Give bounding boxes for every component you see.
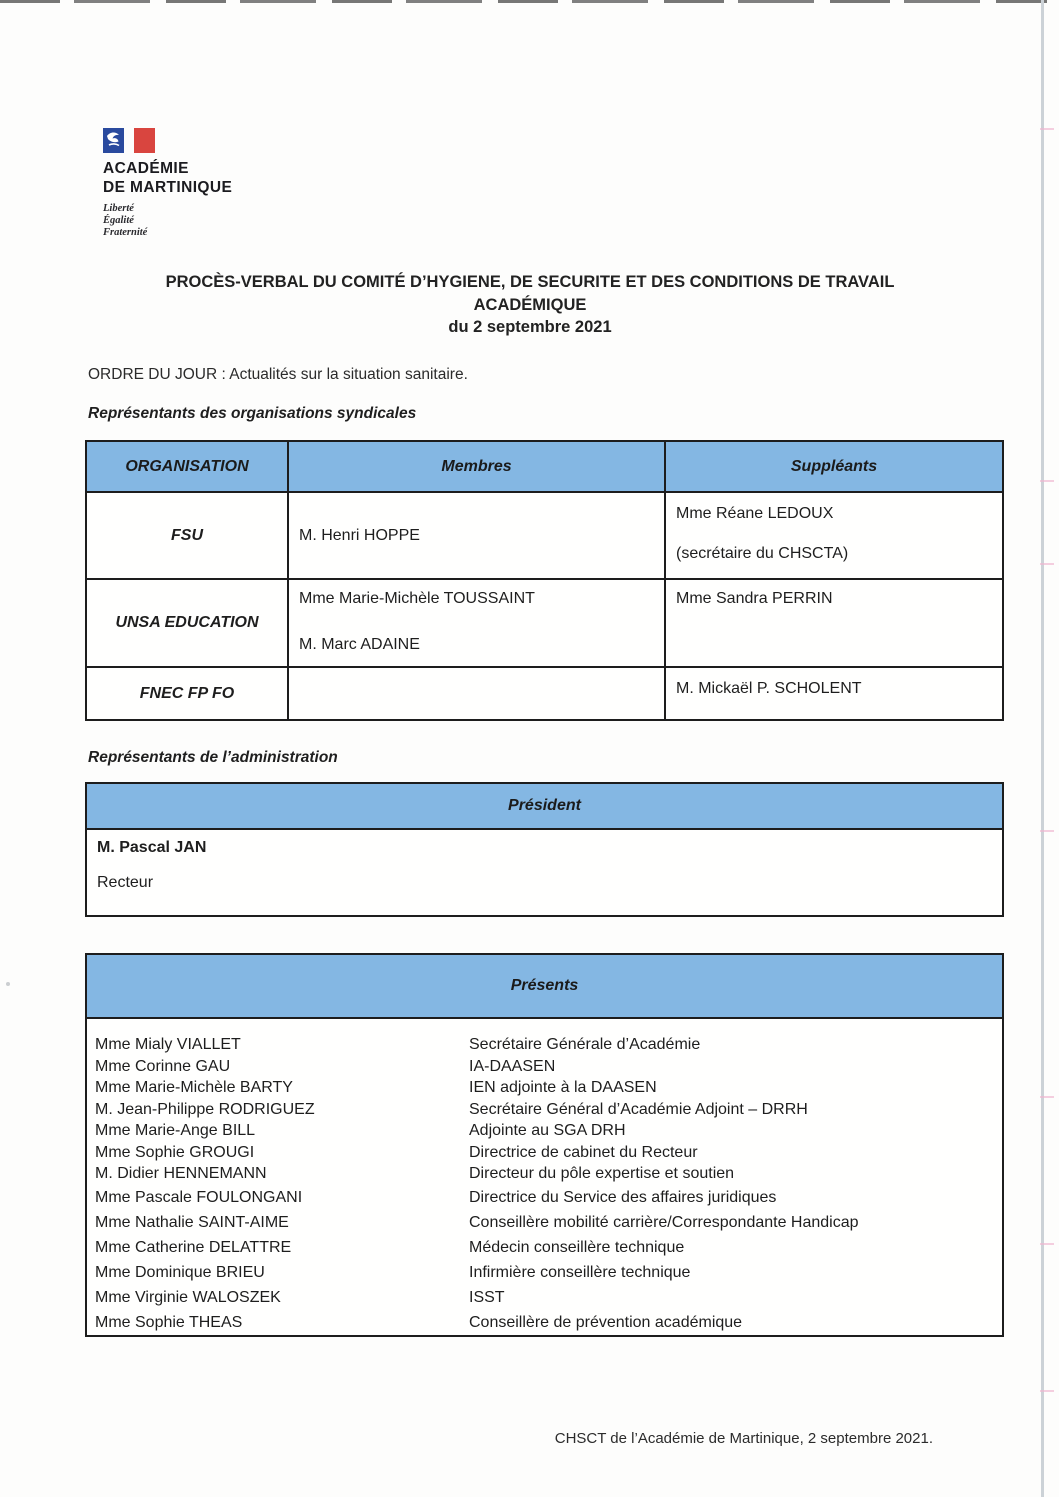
attendee-name: Mme Sophie GROUGI xyxy=(95,1143,255,1161)
heading-organisations-syndicales: Représentants des organisations syndicales xyxy=(88,405,417,422)
list-item xyxy=(87,1077,1002,1099)
list-item xyxy=(87,1260,1002,1285)
attendee-name: Mme Virginie WALOSZEK xyxy=(95,1288,281,1306)
list-item xyxy=(87,1235,1002,1260)
scan-dot-artifact xyxy=(6,982,10,986)
title-line1: PROCÈS-VERBAL DU COMITÉ D’HYGIENE, DE SECURITE ET DES CONDITIONS DE TRAVAIL xyxy=(165,273,895,291)
attendee-title: Directrice de cabinet du Recteur xyxy=(469,1143,698,1161)
member-name: M. Marc ADAINE xyxy=(299,636,420,653)
suppleants-cell xyxy=(665,579,1003,667)
scan-tick-artifact xyxy=(1040,128,1054,130)
document-title xyxy=(40,271,1020,339)
academy-name xyxy=(103,159,232,197)
president-cell xyxy=(86,829,1003,916)
academy-name-line1: ACADÉMIE xyxy=(103,160,189,177)
page-footer: CHSCT de l’Académie de Martinique, 2 septembre 2021. xyxy=(554,1430,933,1447)
suppleant-note: (secrétaire du CHSCTA) xyxy=(676,545,849,562)
attendee-title: ISST xyxy=(469,1288,505,1306)
attendee-name: Mme Pascale FOULONGANI xyxy=(95,1188,303,1206)
scan-tick-artifact xyxy=(1040,1243,1054,1245)
academy-name-line2: DE MARTINIQUE xyxy=(103,179,233,196)
attendee-title: Conseillère mobilité carrière/Correspondante Handicap xyxy=(469,1213,859,1231)
scan-tick-artifact xyxy=(1040,480,1054,482)
attendee-name: M. Didier HENNEMANN xyxy=(95,1165,267,1182)
attendee-list xyxy=(87,1019,1002,1335)
column-header-membres: Membres xyxy=(288,441,665,492)
presents-table-header-row xyxy=(86,954,1003,1018)
list-item xyxy=(87,1142,1002,1164)
attendee-title: Adjointe au SGA DRH xyxy=(469,1122,626,1139)
president-table xyxy=(85,782,1004,917)
membres-cell-empty xyxy=(288,667,665,720)
academy-logo xyxy=(103,127,232,239)
attendee-name: Mme Mialy VIALLET xyxy=(95,1036,241,1053)
table-row xyxy=(86,829,1003,916)
membres-cell xyxy=(288,492,665,579)
list-item xyxy=(87,1056,1002,1078)
attendee-title: Médecin conseillère technique xyxy=(469,1238,685,1256)
heading-administration: Représentants de l’administration xyxy=(88,749,338,766)
president-name: M. Pascal JAN xyxy=(97,839,207,856)
attendee-title: IEN adjointe à la DAASEN xyxy=(469,1079,657,1096)
president-role: Recteur xyxy=(97,874,154,891)
attendee-title: Directrice du Service des affaires juridiques xyxy=(469,1188,777,1206)
agenda-line: ORDRE DU JOUR : Actualités sur la situation sanitaire. xyxy=(88,366,468,383)
list-item xyxy=(87,1210,1002,1235)
organisations-table-header-row xyxy=(86,441,1003,492)
attendee-title: Conseillère de prévention académique xyxy=(469,1313,743,1331)
member-name: Mme Marie-Michèle TOUSSAINT xyxy=(299,590,535,607)
organisation-cell: FNEC FP FO xyxy=(86,667,288,720)
column-header-president: Président xyxy=(86,783,1003,829)
attendee-name: Mme Catherine DELATTRE xyxy=(95,1238,292,1256)
motto-egalite: Égalité xyxy=(103,215,134,226)
attendee-name: Mme Nathalie SAINT-AIME xyxy=(95,1213,289,1231)
attendee-title: Infirmière conseillère technique xyxy=(469,1263,691,1281)
list-item xyxy=(87,1285,1002,1310)
scan-tick-artifact xyxy=(1040,1390,1054,1392)
suppleants-cell xyxy=(665,667,1003,720)
organisation-cell: UNSA EDUCATION xyxy=(86,579,288,667)
list-item xyxy=(87,1163,1002,1185)
suppleants-cell xyxy=(665,492,1003,579)
presents-table xyxy=(85,953,1004,1337)
list-item xyxy=(87,1034,1002,1056)
motto-liberte: Liberté xyxy=(103,203,134,214)
membres-cell xyxy=(288,579,665,667)
attendee-title: Directeur du pôle expertise et soutien xyxy=(469,1165,735,1182)
scan-edge-artifact xyxy=(0,0,1047,3)
column-header-organisation: ORGANISATION xyxy=(86,441,288,492)
attendee-name: Mme Corinne GAU xyxy=(95,1057,231,1075)
title-line2: ACADÉMIQUE xyxy=(473,295,587,314)
attendee-title: Secrétaire Générale d’Académie xyxy=(469,1036,701,1053)
list-item xyxy=(87,1310,1002,1335)
list-item xyxy=(87,1185,1002,1210)
suppleant-name: Mme Réane LEDOUX xyxy=(676,505,834,522)
column-header-suppleants: Suppléants xyxy=(665,441,1003,492)
attendee-name: Mme Sophie THEAS xyxy=(95,1313,243,1331)
list-item xyxy=(87,1120,1002,1142)
attendee-name: Mme Dominique BRIEU xyxy=(95,1263,265,1281)
scan-tick-artifact xyxy=(1040,563,1054,565)
table-row xyxy=(86,579,1003,667)
organisations-table xyxy=(85,440,1004,721)
french-flag-icon xyxy=(103,127,159,155)
attendee-name: Mme Marie-Michèle BARTY xyxy=(95,1079,293,1096)
member-name: M. Henri HOPPE xyxy=(299,526,420,544)
title-line3: du 2 septembre 2021 xyxy=(448,318,612,336)
table-row xyxy=(86,492,1003,579)
suppleant-name: M. Mickaël P. SCHOLENT xyxy=(676,680,862,697)
column-header-presents: Présents xyxy=(86,954,1003,1018)
attendee-name: Mme Marie-Ange BILL xyxy=(95,1122,256,1139)
table-row xyxy=(86,667,1003,720)
presents-cell xyxy=(86,1018,1003,1336)
attendee-title: Secrétaire Général d’Académie Adjoint – DRRH xyxy=(469,1100,808,1118)
suppleant-name: Mme Sandra PERRIN xyxy=(676,590,833,607)
organisation-cell: FSU xyxy=(86,492,288,579)
republic-motto xyxy=(103,203,232,239)
motto-fraternite: Fraternité xyxy=(103,227,148,238)
scan-tick-artifact xyxy=(1040,830,1054,832)
scan-line-artifact xyxy=(1041,0,1044,1497)
president-table-header-row xyxy=(86,783,1003,829)
scan-tick-artifact xyxy=(1040,1096,1054,1098)
attendee-title: IA-DAASEN xyxy=(469,1057,556,1075)
table-row xyxy=(86,1018,1003,1336)
list-item xyxy=(87,1099,1002,1121)
attendee-name: M. Jean-Philippe RODRIGUEZ xyxy=(95,1100,315,1118)
